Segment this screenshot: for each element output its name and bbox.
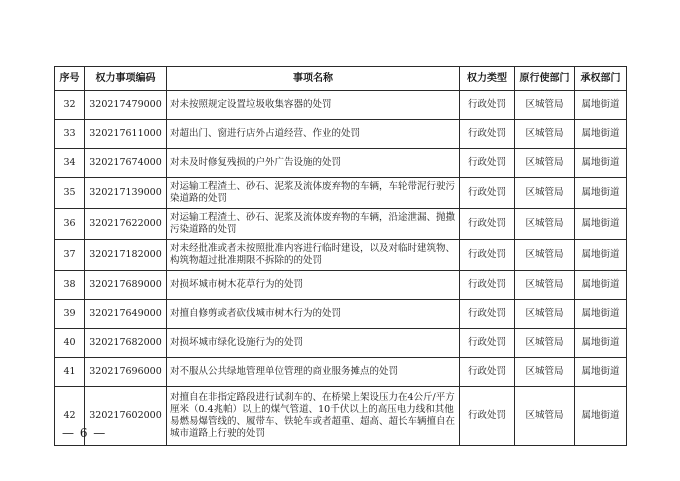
cell-type: 行政处罚	[460, 91, 515, 120]
cell-recv: 属地街道	[575, 300, 627, 329]
cell-code: 320217611000	[85, 120, 167, 149]
table-row	[55, 91, 627, 120]
header-original-dept: 原行使部门	[515, 67, 575, 91]
header-serial: 序号	[55, 67, 85, 91]
cell-no: 32	[55, 91, 85, 120]
cell-code: 320217182000	[85, 240, 167, 271]
header-code: 权力事项编码	[85, 67, 167, 91]
cell-recv: 属地街道	[575, 271, 627, 300]
cell-name: 对运输工程渣土、砂石、泥浆及流体废弃物的车辆，沿途泄漏、抛撒污染道路的处罚	[167, 209, 460, 240]
table-row	[55, 209, 627, 240]
cell-type: 行政处罚	[460, 300, 515, 329]
table-row	[55, 358, 627, 387]
cell-no: 33	[55, 120, 85, 149]
cell-dept: 区城管局	[515, 300, 575, 329]
table-row	[55, 240, 627, 271]
cell-recv: 属地街道	[575, 91, 627, 120]
cell-no: 40	[55, 329, 85, 358]
cell-dept: 区城管局	[515, 149, 575, 178]
cell-name: 对运输工程渣土、砂石、泥浆及流体废弃物的车辆，车轮带泥行驶污染道路的处罚	[167, 178, 460, 209]
cell-recv: 属地街道	[575, 240, 627, 271]
cell-type: 行政处罚	[460, 149, 515, 178]
cell-no: 39	[55, 300, 85, 329]
header-power-type: 权力类型	[460, 67, 515, 91]
cell-no: 34	[55, 149, 85, 178]
table-row	[55, 149, 627, 178]
cell-no: 37	[55, 240, 85, 271]
cell-code: 320217674000	[85, 149, 167, 178]
table-header-row	[55, 67, 627, 91]
cell-name: 对未经批准或者未按照批准内容进行临时建设，以及对临时建筑物、构筑物超过批准期限不拆除的的处罚	[167, 240, 460, 271]
cell-dept: 区城管局	[515, 240, 575, 271]
table-row	[55, 387, 627, 446]
cell-type: 行政处罚	[460, 329, 515, 358]
cell-dept: 区城管局	[515, 120, 575, 149]
cell-dept: 区城管局	[515, 91, 575, 120]
cell-dept: 区城管局	[515, 178, 575, 209]
table-row	[55, 271, 627, 300]
table-row	[55, 120, 627, 149]
cell-name: 对不服从公共绿地管理单位管理的商业服务摊点的处罚	[167, 358, 460, 387]
cell-type: 行政处罚	[460, 209, 515, 240]
cell-no: 38	[55, 271, 85, 300]
cell-name: 对未按照规定设置垃圾收集容器的处罚	[167, 91, 460, 120]
cell-dept: 区城管局	[515, 358, 575, 387]
cell-code: 320217602000	[85, 387, 167, 446]
cell-no: 35	[55, 178, 85, 209]
cell-code: 320217479000	[85, 91, 167, 120]
cell-name: 对擅自在非指定路段进行试刹车的、在桥梁上架设压力在4公斤/平方厘米（0.4兆帕）以上的煤气管道、10千伏以上的高压电力线和其他易燃易爆管线的、履带车、铁轮车或者超重、超高、超长车辆擅自在城市道路上行驶的处罚	[167, 387, 460, 446]
cell-name: 对未及时修复残损的户外广告设施的处罚	[167, 149, 460, 178]
cell-recv: 属地街道	[575, 178, 627, 209]
cell-recv: 属地街道	[575, 387, 627, 446]
cell-no: 36	[55, 209, 85, 240]
cell-name: 对损坏城市绿化设施行为的处罚	[167, 329, 460, 358]
cell-recv: 属地街道	[575, 120, 627, 149]
cell-no: 41	[55, 358, 85, 387]
cell-recv: 属地街道	[575, 358, 627, 387]
cell-type: 行政处罚	[460, 271, 515, 300]
cell-name: 对擅自修剪或者砍伐城市树木行为的处罚	[167, 300, 460, 329]
cell-type: 行政处罚	[460, 240, 515, 271]
cell-dept: 区城管局	[515, 209, 575, 240]
cell-type: 行政处罚	[460, 358, 515, 387]
page-number: — 6 —	[62, 426, 107, 440]
cell-type: 行政处罚	[460, 178, 515, 209]
cell-recv: 属地街道	[575, 329, 627, 358]
cell-dept: 区城管局	[515, 271, 575, 300]
cell-name: 对超出门、窗进行店外占道经营、作业的处罚	[167, 120, 460, 149]
cell-dept: 区城管局	[515, 329, 575, 358]
power-items-table	[54, 66, 627, 446]
table-row	[55, 178, 627, 209]
cell-code: 320217649000	[85, 300, 167, 329]
cell-type: 行政处罚	[460, 120, 515, 149]
cell-code: 320217696000	[85, 358, 167, 387]
cell-recv: 属地街道	[575, 209, 627, 240]
header-receiving-dept: 承权部门	[575, 67, 627, 91]
cell-dept: 区城管局	[515, 387, 575, 446]
cell-recv: 属地街道	[575, 149, 627, 178]
cell-no: 42	[55, 387, 85, 446]
cell-code: 320217622000	[85, 209, 167, 240]
cell-code: 320217139000	[85, 178, 167, 209]
cell-name: 对损坏城市树木花草行为的处罚	[167, 271, 460, 300]
cell-code: 320217682000	[85, 329, 167, 358]
header-item-name: 事项名称	[167, 67, 460, 91]
cell-type: 行政处罚	[460, 387, 515, 446]
table-row	[55, 329, 627, 358]
cell-code: 320217689000	[85, 271, 167, 300]
table-row	[55, 300, 627, 329]
